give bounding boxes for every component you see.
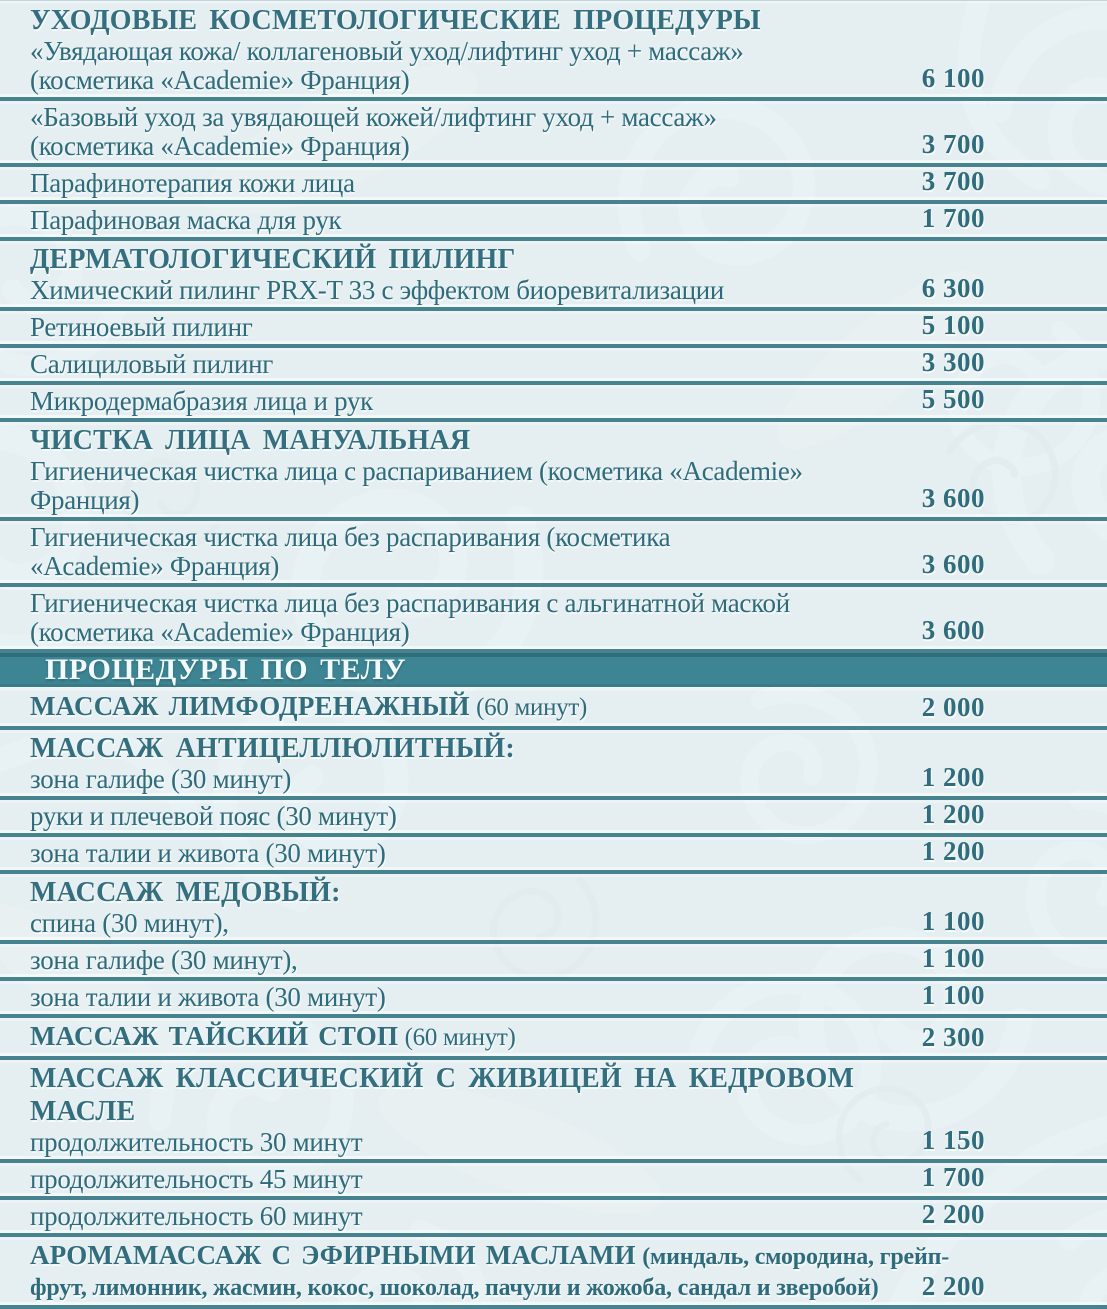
price-value: 3 300: [921, 347, 985, 378]
price-row: [0, 1018, 1107, 1060]
service-detail: Франция): [30, 485, 140, 516]
service-name: Гигиеническая чистка лица без распаривания с альгинатной маской: [30, 588, 790, 619]
price-row: [0, 1200, 1107, 1237]
section-heading: МАССАЖ МЕДОВЫЙ:: [30, 877, 341, 908]
price-value: 5 100: [921, 310, 985, 341]
price-row: [0, 167, 1107, 204]
price-row: [0, 521, 1107, 587]
service-duration: (60 минут): [404, 1024, 516, 1051]
price-row: [0, 0, 1107, 101]
service-name: Салициловый пилинг: [30, 349, 274, 380]
service-name: зона талии и живота (30 минут): [30, 982, 386, 1012]
service-detail: «Academie» Франция): [30, 551, 280, 582]
price-value: 1 100: [921, 906, 985, 936]
service-detail: (косметика «Academie» Франция): [30, 131, 410, 162]
price-value: 1 200: [921, 762, 985, 792]
service-name: «Базовый уход за увядающей кожей/лифтинг уход + массаж»: [30, 102, 717, 133]
price-row: [0, 422, 1107, 521]
price-value: 3 600: [921, 483, 985, 514]
service-name: Парафиновая маска для рук: [30, 205, 342, 236]
price-value: 3 700: [921, 129, 985, 160]
price-value: 3 600: [921, 615, 985, 646]
price-row: [0, 874, 1107, 944]
section-heading: МАССАЖ КЛАССИЧЕСКИЙ С ЖИВИЦЕЙ НА КЕДРОВОМ МАСЛЕ: [30, 1063, 855, 1127]
service-name: продолжительность 60 минут: [30, 1201, 363, 1231]
service-name: зона галифе (30 минут): [30, 764, 292, 794]
price-row: [0, 800, 1107, 837]
price-row: [0, 311, 1107, 348]
service-name: Гигиеническая чистка лица без распаривания (косметика: [30, 522, 671, 553]
price-value: 1 700: [921, 203, 985, 234]
price-row: [0, 385, 1107, 422]
price-row: [0, 1060, 1107, 1163]
price-row: [0, 688, 1107, 730]
price-value: 3 600: [921, 549, 985, 580]
price-value: 1 100: [921, 980, 985, 1010]
service-detail: (косметика «Academie» Франция): [30, 617, 410, 648]
price-value: 2 200: [921, 1199, 985, 1229]
price-value: 1 150: [921, 1125, 985, 1155]
price-value: 2 300: [921, 1022, 985, 1052]
price-value: 2 200: [921, 1271, 985, 1301]
service-name: спина (30 минут),: [30, 908, 229, 938]
service-name: [30, 1020, 957, 1054]
price-value: 1 200: [921, 836, 985, 866]
price-row: [0, 241, 1107, 311]
price-value: 1 200: [921, 799, 985, 829]
price-row: [0, 587, 1107, 653]
price-value: 1 700: [921, 1162, 985, 1192]
service-name: руки и плечевой пояс (30 минут): [30, 801, 397, 831]
service-name: продолжительность 45 минут: [30, 1164, 363, 1194]
service-name: зона талии и живота (30 минут): [30, 838, 386, 868]
price-value: 6 100: [921, 63, 985, 94]
service-name: продолжительность 30 минут: [30, 1127, 363, 1157]
section-heading: МАССАЖ АНТИЦЕЛЛЮЛИТНЫЙ:: [30, 733, 515, 764]
service-name: «Увядающая кожа/ коллагеновый уход/лифтинг уход + массаж»: [30, 36, 744, 67]
service-name: зона галифе (30 минут),: [30, 945, 298, 975]
price-row: [0, 837, 1107, 874]
section-banner-body-procedures: [0, 653, 1107, 687]
service-name: [30, 1239, 957, 1274]
service-name: Парафинотерапия кожи лица: [30, 168, 355, 199]
section-heading: ДЕРМАТОЛОГИЧЕСКИЙ ПИЛИНГ: [30, 244, 516, 276]
price-row: [0, 101, 1107, 167]
service-name: Ретиноевый пилинг: [30, 312, 253, 343]
section-heading: ЧИСТКА ЛИЦА МАНУАЛЬНАЯ: [30, 425, 471, 457]
price-value: 6 300: [921, 273, 985, 304]
service-ingredients: фрут, лимонник, жасмин, кокос, шоколад, пачули и жожоба, сандал и зверобой): [30, 1275, 879, 1301]
price-row: [0, 204, 1107, 241]
price-value: 5 500: [921, 384, 985, 415]
price-row: [0, 1237, 1107, 1309]
service-name: Микродермабразия лица и рук: [30, 386, 373, 417]
price-row: [0, 730, 1107, 800]
service-name: [30, 690, 957, 724]
service-name-caps: АРОМАМАССАЖ С ЭФИРНЫМИ МАСЛАМИ: [30, 1240, 636, 1270]
price-row: [0, 348, 1107, 385]
price-row: [0, 944, 1107, 981]
service-name: Гигиеническая чистка лица с распариванием (косметика «Academie»: [30, 456, 803, 487]
price-value: 1 100: [921, 943, 985, 973]
service-name-caps: МАССАЖ ТАЙСКИЙ СТОП: [30, 1021, 399, 1051]
service-duration: (60 минут): [476, 694, 588, 721]
service-name-caps: МАССАЖ ЛИМФОДРЕНАЖНЫЙ: [30, 691, 470, 721]
price-row: [0, 1163, 1107, 1200]
service-name: Химический пилинг PRX-T 33 с эффектом биоревитализации: [30, 275, 725, 306]
section-banner-label: ПРОЦЕДУРЫ ПО ТЕЛУ: [45, 653, 407, 687]
section-heading: УХОДОВЫЕ КОСМЕТОЛОГИЧЕСКИЕ ПРОЦЕДУРЫ: [30, 5, 761, 37]
price-value: 3 700: [921, 166, 985, 197]
price-value: 2 000: [921, 692, 985, 722]
service-detail: (косметика «Academie» Франция): [30, 65, 410, 96]
price-row: [0, 981, 1107, 1018]
service-ingredients: (миндаль, смородина, грейп-: [642, 1244, 949, 1270]
